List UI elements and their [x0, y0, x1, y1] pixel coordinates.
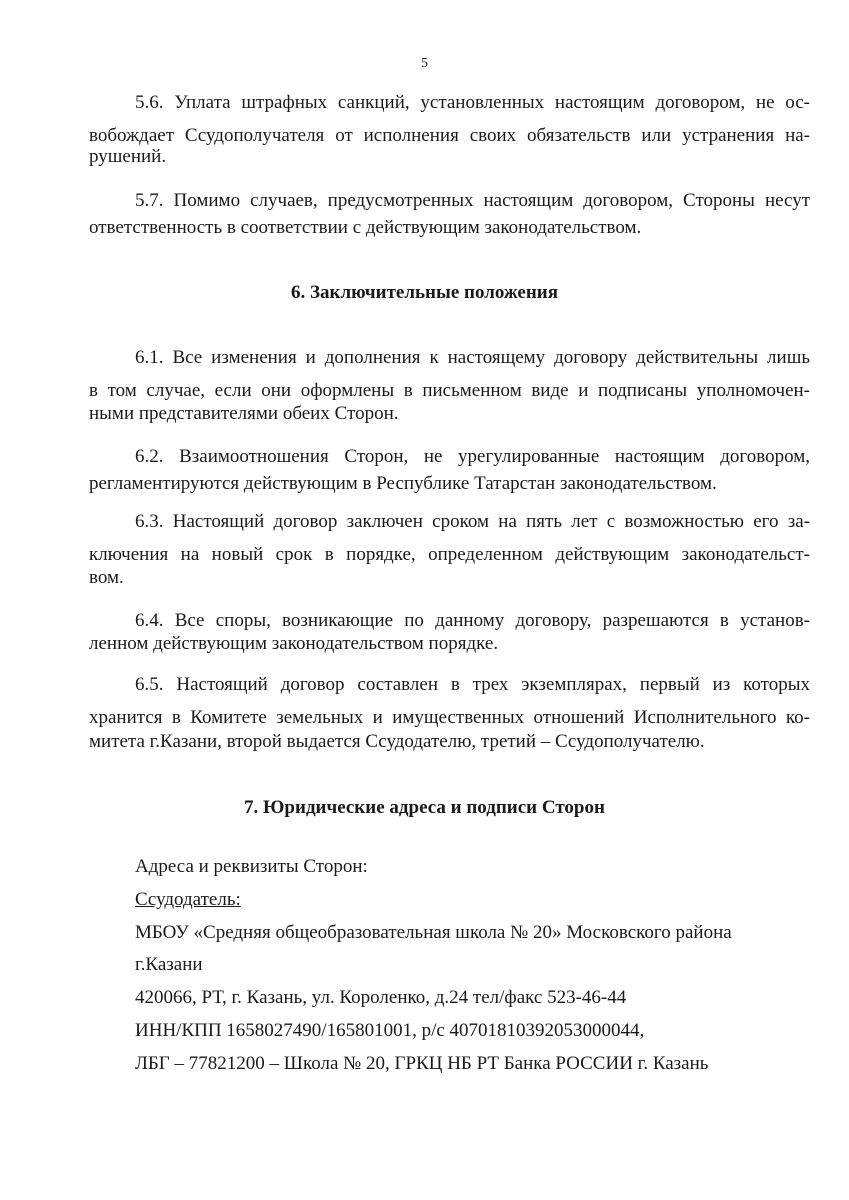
lender-bank: ЛБГ – 77821200 – Школа № 20, ГРКЦ НБ РТ Банка РОССИИ г. Казань	[135, 1053, 709, 1074]
clause-6-5-line-2: хранится в Комитете земельных и имущественных отношений Исполнительного ко-	[89, 707, 810, 728]
clause-6-2-line-2: регламентируются действующим в Республике Татарстан законодательством.	[89, 473, 717, 494]
clause-6-5-line-3: митета г.Казани, второй выдается Ссудодателю, третий – Ссудополучателю.	[89, 731, 705, 752]
clause-6-2-line-1: 6.2. Взаимоотношения Сторон, не урегулированные настоящим договором,	[135, 446, 810, 467]
clause-6-1-line-3: ными представителями обеих Сторон.	[89, 403, 399, 424]
clause-5-6-line-1: 5.6. Уплата штрафных санкций, установленных настоящим договором, не ос-	[135, 92, 810, 113]
clause-6-4-line-1: 6.4. Все споры, возникающие по данному договору, разрешаются в установ-	[135, 610, 810, 631]
addresses-label: Адреса и реквизиты Сторон:	[135, 856, 368, 877]
lender-org-line-2: г.Казани	[135, 954, 203, 975]
clause-6-4-line-2: ленном действующим законодательством порядке.	[89, 633, 499, 654]
clause-5-6-line-3: рушений.	[89, 146, 167, 167]
page-number: 5	[421, 56, 428, 71]
lender-org-line-1: МБОУ «Средняя общеобразовательная школа № 20» Московского района	[135, 922, 732, 943]
clause-6-3-line-1: 6.3. Настоящий договор заключен сроком на пять лет с возможностью его за-	[135, 511, 810, 532]
clause-5-7-line-2: ответственность в соответствии с действующим законодательством.	[89, 217, 642, 238]
clause-6-1-line-2: в том случае, если они оформлены в письменном виде и подписаны уполномочен-	[89, 380, 810, 401]
clause-5-6	[135, 86, 810, 119]
clause-6-3-line-2: ключения на новый срок в порядке, определенном действующим законодательст-	[89, 544, 810, 565]
clause-6-3-line-3: вом.	[89, 567, 124, 588]
lender-inn: ИНН/КПП 1658027490/165801001, р/с 40701810392053000044,	[135, 1020, 645, 1041]
clause-6-5-line-1: 6.5. Настоящий договор составлен в трех экземплярах, первый из которых	[135, 674, 810, 695]
lender-address: 420066, РТ, г. Казань, ул. Короленко, д.24 тел/факс 523-46-44	[135, 987, 627, 1008]
clause-5-6-line-2: вобождает Ссудополучателя от исполнения своих обязательств или устранения на-	[89, 125, 810, 146]
section-7-title: 7. Юридические адреса и подписи Сторон	[244, 797, 605, 818]
clause-6-1-line-1: 6.1. Все изменения и дополнения к настоящему договору действительны лишь	[135, 347, 810, 368]
section-6-title: 6. Заключительные положения	[290, 282, 559, 303]
clause-5-7-line-1: 5.7. Помимо случаев, предусмотренных настоящим договором, Стороны несут	[135, 190, 810, 211]
lender-label: Ссудодатель:	[135, 889, 241, 910]
